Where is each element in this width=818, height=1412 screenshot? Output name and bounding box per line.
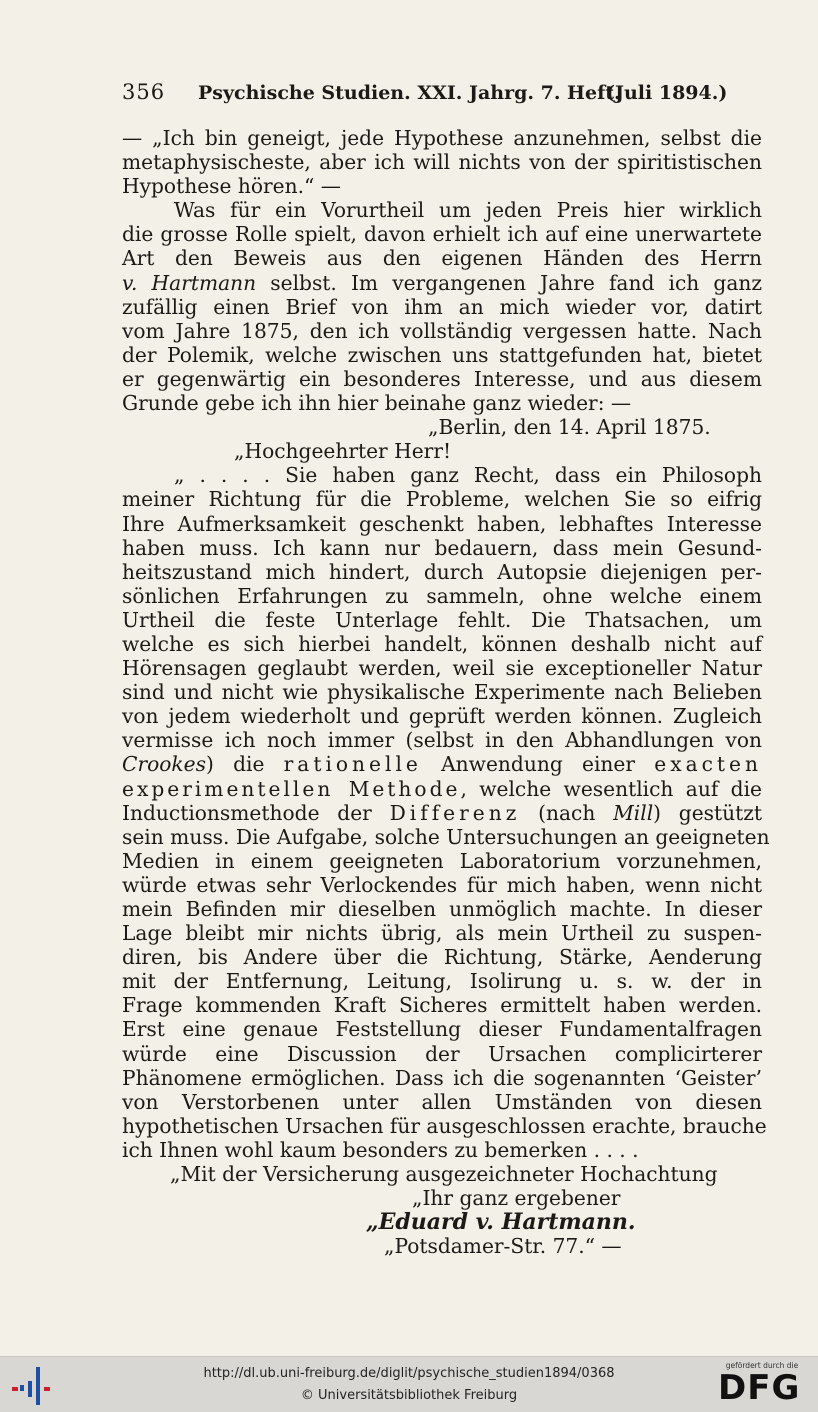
issue-date: (Juli 1894.) — [606, 82, 728, 104]
copyright-notice: © Universitätsbibliothek Freiburg — [300, 1388, 518, 1403]
permalink[interactable]: http://dl.ub.uni-freiburg.de/diglit/psychische_studien1894/0368 — [203, 1366, 615, 1381]
text-line: Art den Beweis aus den eigenen Händen des Herrn — [122, 246, 762, 271]
text-span: , welche wesentlich auf die — [460, 776, 762, 801]
author-name: Mill — [613, 800, 654, 825]
text-span: ) die — [205, 752, 284, 777]
text-line: Erst eine genaue Feststellung dieser Fundamentalfragen — [122, 1017, 762, 1042]
running-header — [122, 80, 728, 110]
text-line: mit der Entfernung, Leitung, Isolirung u. s. w. der in — [122, 969, 762, 994]
text-line: der Polemik, welche zwischen uns stattgefunden hat, bietet — [122, 342, 762, 367]
spaced-emphasis: Differenz — [389, 800, 521, 825]
text-line: würde etwas sehr Verlockendes für mich haben, wenn nicht — [122, 872, 762, 897]
text-line: Was für ein Vorurtheil um jeden Preis hier wirklich — [174, 198, 762, 223]
spaced-emphasis: rationelle — [283, 752, 422, 777]
body-text — [122, 126, 770, 1259]
text-line: er gegenwärtig ein besonderes Interesse, und aus diesem — [122, 366, 762, 391]
text-line: Frage kommenden Kraft Sicheres ermittelt haben werden. — [122, 993, 762, 1018]
text-line — [122, 801, 762, 825]
text-line — [122, 777, 762, 801]
text-line: diren, bis Andere über die Richtung, Stärke, Aenderung — [122, 945, 762, 970]
text-line: Lage bleibt mir nichts übrig, als mein Urtheil zu suspen- — [122, 921, 762, 946]
text-line: Urtheil die feste Unterlage fehlt. Die Thatsachen, um — [122, 607, 762, 632]
text-line: von Verstorbenen unter allen Umständen von diesen — [122, 1089, 762, 1114]
spaced-emphasis: exacten — [654, 752, 762, 777]
dfg-caption: gefördert durch die — [725, 1361, 799, 1370]
text-line: haben muss. Ich kann nur bedauern, dass mein Gesund- — [122, 535, 762, 560]
text-line: zufällig einen Brief von ihm an mich wieder vor, datirt — [122, 294, 762, 319]
text-line: Phänomene ermöglichen. Dass ich die sogenannten ‘Geister’ — [122, 1065, 762, 1090]
text-span: (nach — [520, 800, 614, 825]
letter-closing: „Ihr ganz ergebener — [412, 1186, 621, 1211]
text-line: Hypothese hören.“ — — [122, 174, 341, 199]
text-line: heitszustand mich hindert, durch Autopsie diejenigen per- — [122, 559, 762, 584]
spaced-emphasis: experimentellen Methode — [122, 776, 461, 801]
signature: „Eduard v. Hartmann. — [366, 1209, 636, 1236]
text-line: von jedem wiederholt und geprüft werden können. Zugleich — [122, 704, 762, 729]
text-line: metaphysischeste, aber ich will nichts von der spiritistischen — [122, 150, 762, 175]
text-line: Grunde gebe ich ihn hier beinahe ganz wieder: — — [122, 391, 632, 416]
text-span: Anwendung einer — [421, 752, 655, 777]
text-line: hypothetischen Ursachen für ausgeschlossen erachte, brauche — [122, 1113, 767, 1138]
text-line: vom Jahre 1875, den ich vollständig vergessen hatte. Nach — [122, 318, 762, 343]
text-line: mein Befinden mir dieselben unmöglich machte. In dieser — [122, 897, 762, 921]
letter-dateline: „Berlin, den 14. April 1875. — [428, 415, 711, 440]
text-line — [122, 271, 762, 295]
text-line: Hörensagen geglaubt werden, weil sie exceptioneller Natur — [122, 656, 762, 681]
page-number: 356 — [122, 80, 166, 104]
text-line: sönlichen Erfahrungen zu sammeln, ohne welche einem — [122, 583, 762, 608]
dfg-logo: DFG — [718, 1368, 801, 1408]
letter-closing: „Mit der Versicherung ausgezeichneter Hochachtung — [170, 1162, 718, 1187]
viewer-footer — [0, 1356, 818, 1412]
text-line: — „Ich bin geneigt, jede Hypothese anzunehmen, selbst die — [122, 126, 762, 150]
text-line: welche es sich hierbei handelt, können deshalb nicht auf — [122, 631, 762, 656]
text-line: sind und nicht wie physikalische Experimente nach Belieben — [122, 680, 762, 705]
text-line: die grosse Rolle spielt, davon erhielt ich auf eine unerwartete — [122, 222, 762, 247]
letter-address: „Potsdamer-Str. 77.“ — — [384, 1234, 622, 1259]
author-name: Crookes — [122, 752, 206, 777]
text-line — [122, 752, 762, 776]
text-line: meiner Richtung für die Probleme, welchen Sie so eifrig — [122, 487, 762, 512]
text-line: Medien in einem geeigneten Laboratorium vorzunehmen, — [122, 848, 762, 873]
text-line: ich Ihnen wohl kaum besonders zu bemerken . . . . — [122, 1137, 639, 1162]
text-line: Ihre Aufmerksamkeit geschenkt haben, lebhaftes Interesse — [122, 511, 762, 536]
text-line: sein muss. Die Aufgabe, solche Untersuchungen an geeigneten — [122, 824, 770, 849]
text-line: „ . . . . Sie haben ganz Recht, dass ein Philosoph — [174, 463, 762, 488]
text-span: selbst. Im vergangenen Jahre fand ich ganz — [256, 270, 762, 295]
letter-salutation: „Hochgeehrter Herr! — [234, 439, 452, 464]
author-name: v. Hartmann — [122, 270, 257, 295]
text-span: Inductionsmethode der — [122, 800, 390, 825]
text-line: würde eine Discussion der Ursachen complicirterer — [122, 1041, 762, 1066]
text-span: ) gestützt — [653, 800, 763, 825]
journal-title: Psychische Studien. XXI. Jahrg. 7. Heft. — [198, 82, 621, 104]
text-line: vermisse ich noch immer (selbst in den Abhandlungen von — [122, 728, 762, 753]
